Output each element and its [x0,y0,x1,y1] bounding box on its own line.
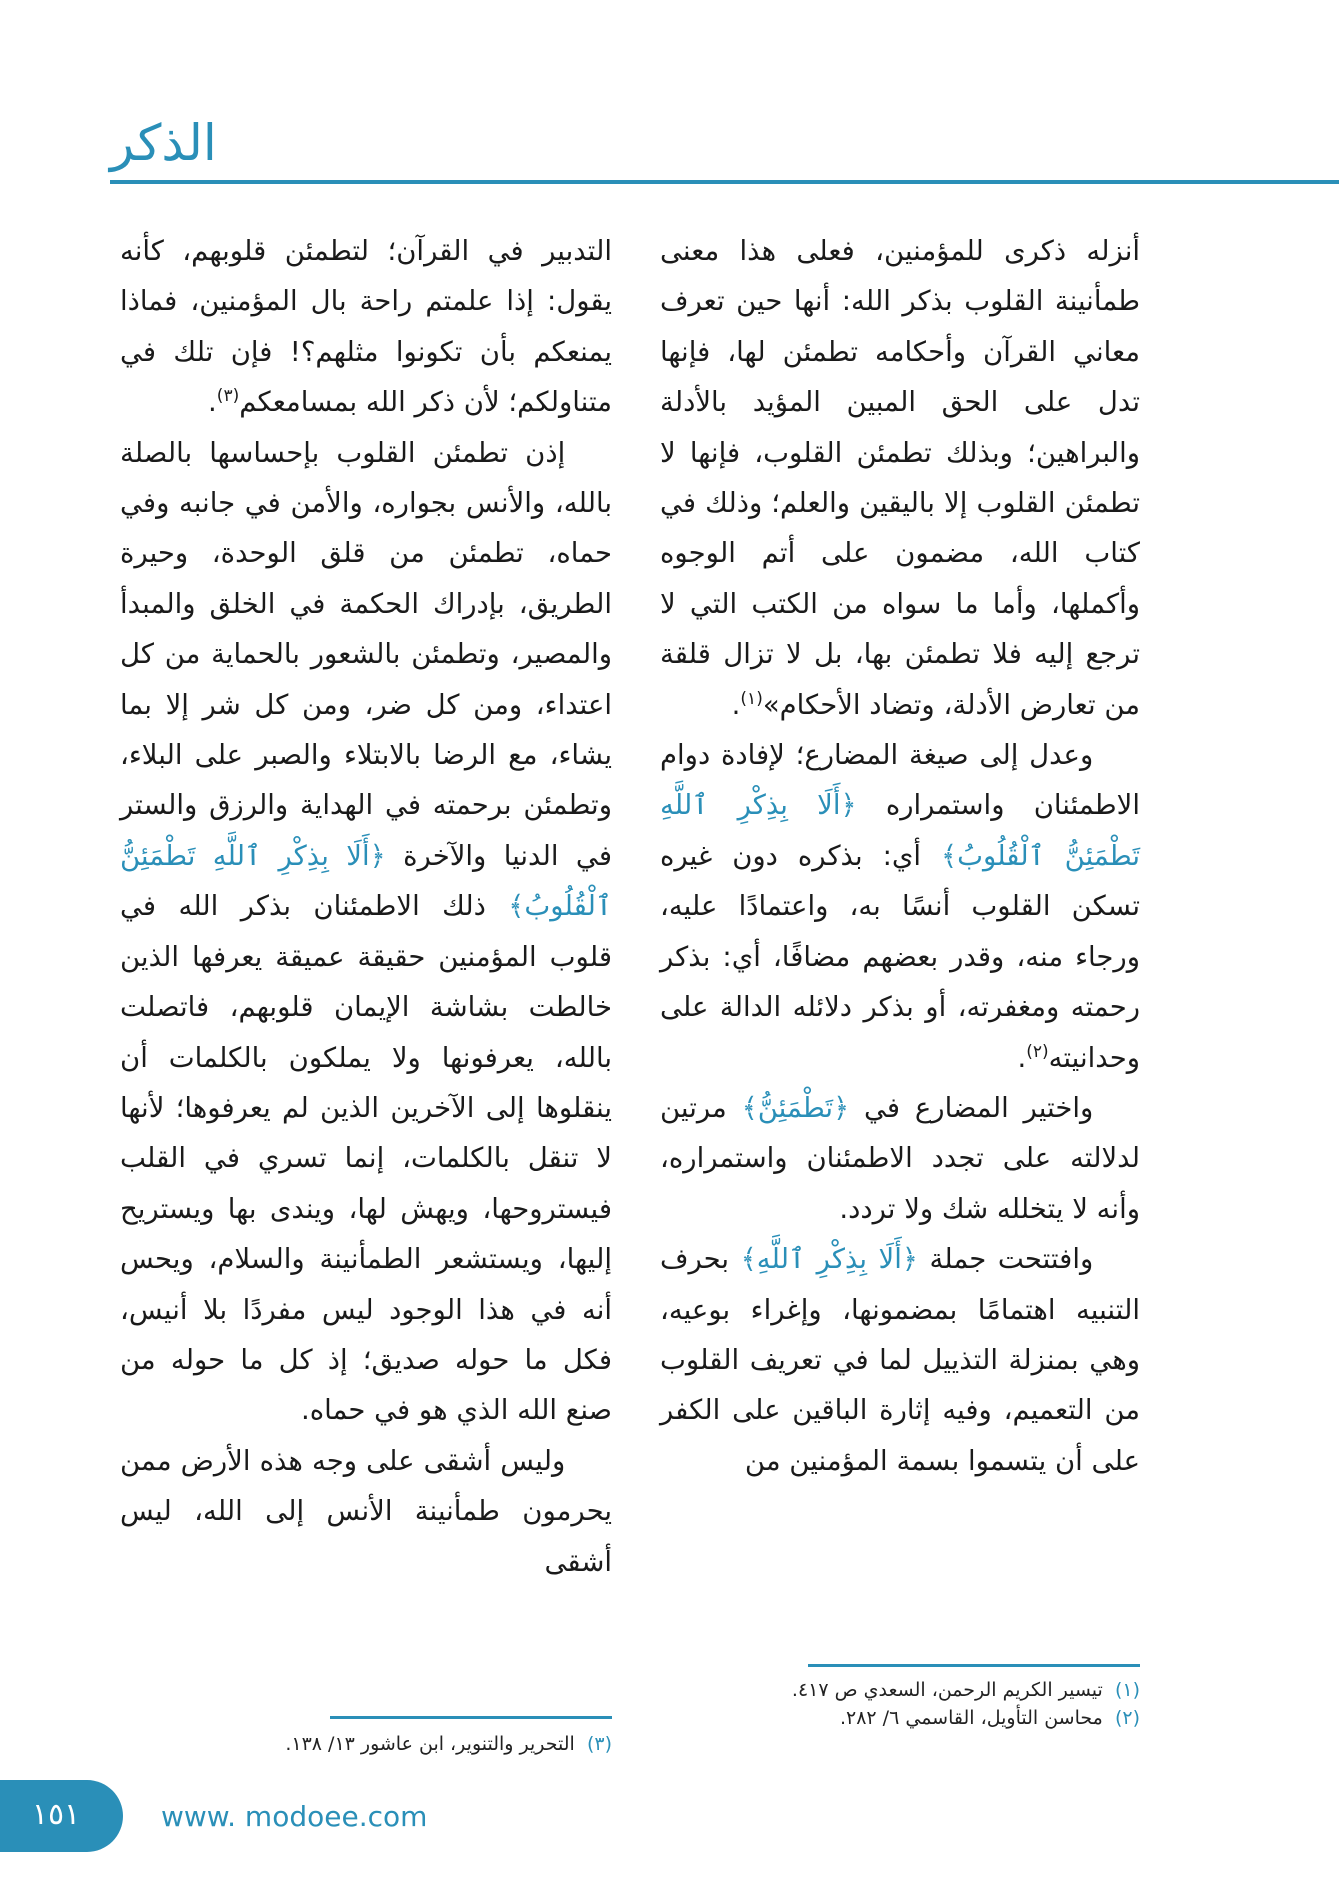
paragraph [660,226,1140,730]
paragraph [120,1436,612,1587]
footnote-item [120,1730,612,1758]
paragraph [120,226,612,428]
paragraph [120,428,612,1436]
paragraph [660,730,1140,1083]
footnote-number: (٣) [586,1733,612,1755]
paragraph-end: . [208,386,217,419]
footnotes-left [120,1730,612,1758]
footnote-item [660,1704,1140,1732]
website-link[interactable]: www. modoee.com [161,1800,428,1833]
header-divider [110,180,1339,184]
footnote-item [660,1676,1140,1704]
quran-quote: ﴿أَلَا بِذِكْرِ ٱللَّهِ تَطْمَئِنُّ ٱلْقُلُوبُ﴾ [660,789,1140,872]
quran-quote: ﴿أَلَا بِذِكْرِ ٱللَّهِ﴾ [740,1243,918,1276]
paragraph-text: وافتتحت جملة [917,1243,1094,1276]
footnote-ref[interactable]: (٣) [216,386,240,407]
paragraph-end: . [731,688,741,721]
paragraph-text: بحرف التنبيه اهتمامًا بمضمونها، وإغراء بوعيه، وهي بمنزلة التذييل لما في تعريف القلوب من التعميم، وفيه إثارة الباقين على الكفر على أن يتسموا بسمة المؤمنين من [660,1243,1140,1477]
paragraph-text: وعدل إلى صيغة المضارع؛ لإفادة دوام الاطمئنان واستمراره [660,739,1140,822]
page-number: ١٥١ [31,1797,81,1832]
paragraph-end: . [1017,1041,1027,1074]
footnote-number: (٢) [1114,1707,1140,1729]
footnote-divider [330,1716,612,1719]
quran-quote: ﴿تَطْمَئِنُّ﴾ [741,1091,850,1124]
footnote-text: محاسن التأويل، القاسمي ٦/ ٢٨٢. [839,1707,1103,1729]
quran-quote: ﴿أَلَا بِذِكْرِ ٱللَّهِ تَطْمَئِنُّ ٱلْقُلُوبُ﴾ [120,839,612,923]
footnote-number: (١) [1114,1679,1140,1701]
footnotes-right [660,1676,1140,1732]
paragraph-text: إذن تطمئن القلوب بإحساسها بالصلة بالله، والأنس بجواره، والأمن في جانبه وفي حماه، تطمئن من قلق الوحدة، وحيرة الطريق، بإدراك الحكمة في الخلق والمبدأ والمصير، وتطمئن بالشعور بالحماية من كل اعتداء، ومن كل ضر، ومن كل شر إلا بما يشاء، مع الرضا بالابتلاء والصبر على البلاء، وتطمئن برحمته في الهداية والرزق والستر في الدنيا والآخرة [120,436,612,872]
paragraph-text: أنزله ذكرى للمؤمنين، فعلى هذا معنى طمأنينة القلوب بذكر الله: أنها حين تعرف معاني القرآن وأحكامه تطمئن لها، فإنها تدل على الحق المبين المؤيد بالأدلة والبراهين؛ وبذلك تطمئن القلوب، فإنها لا تطمئن القلوب إلا باليقين والعلم؛ وذلك في كتاب الله، مضمون على أتم الوجوه وأكملها، وأما ما سواه من الكتب التي لا ترجع إليه فلا تطمئن بها، بل لا تزال قلقة من تعارض الأدلة، وتضاد الأحكام» [660,235,1140,721]
paragraph-text: وليس أشقى على وجه هذه الأرض ممن يحرمون طمأنينة الأنس إلى الله، ليس أشقى [120,1444,612,1578]
paragraph-text: أي: بذكره دون غيره تسكن القلوب أنسًا به، واعتمادًا عليه، ورجاء منه، وقدر بعضهم مضافًا، أي: بذكر رحمته ومغفرته، أو بذكر دلائله الدالة على وحدانيته [660,839,1140,1074]
paragraph-text: التدبير في القرآن؛ لتطمئن قلوبهم، كأنه يقول: إذا علمتم راحة بال المؤمنين، فماذا يمنعكم بأن تكونوا مثلهم؟! فإن تلك في متناولكم؛ لأن ذكر الله بمسامعكم [120,235,612,419]
left-column [120,226,612,1587]
chapter-title: الذكر [110,114,217,172]
footnote-ref[interactable]: (٢) [1026,1041,1049,1062]
paragraph-text: واختير المضارع في [849,1091,1094,1124]
footnote-divider [808,1664,1140,1667]
right-column [660,226,1140,1486]
footnote-text: تيسير الكريم الرحمن، السعدي ص ٤١٧. [791,1679,1103,1701]
paragraph [660,1234,1140,1486]
footnote-text: التحرير والتنوير، ابن عاشور ١٣/ ١٣٨. [285,1733,575,1755]
paragraph-text: ذلك الاطمئنان بذكر الله في قلوب المؤمنين حقيقة عميقة يعرفها الذين خالطت بشاشة الإيمان قلوبهم، فاتصلت بالله، يعرفونها ولا يملكون بالكلمات أن ينقلوها إلى الآخرين الذين لم يعرفوها؛ لأنها لا تنقل بالكلمات، إنما تسري في القلب فيستروحها، ويهش لها، ويندى بها ويستريح إليها، ويستشعر الطمأنينة والسلام، ويحس أنه في هذا الوجود ليس مفردًا بلا أنيس، فكل ما حوله صديق؛ إذ كل ما حوله من صنع الله الذي هو في حماه. [120,890,612,1427]
footnote-ref[interactable]: (١) [740,688,763,709]
paragraph-text: مرتين لدلالته على تجدد الاطمئنان واستمراره، وأنه لا يتخلله شك ولا تردد. [660,1091,1140,1225]
paragraph [660,1083,1140,1234]
